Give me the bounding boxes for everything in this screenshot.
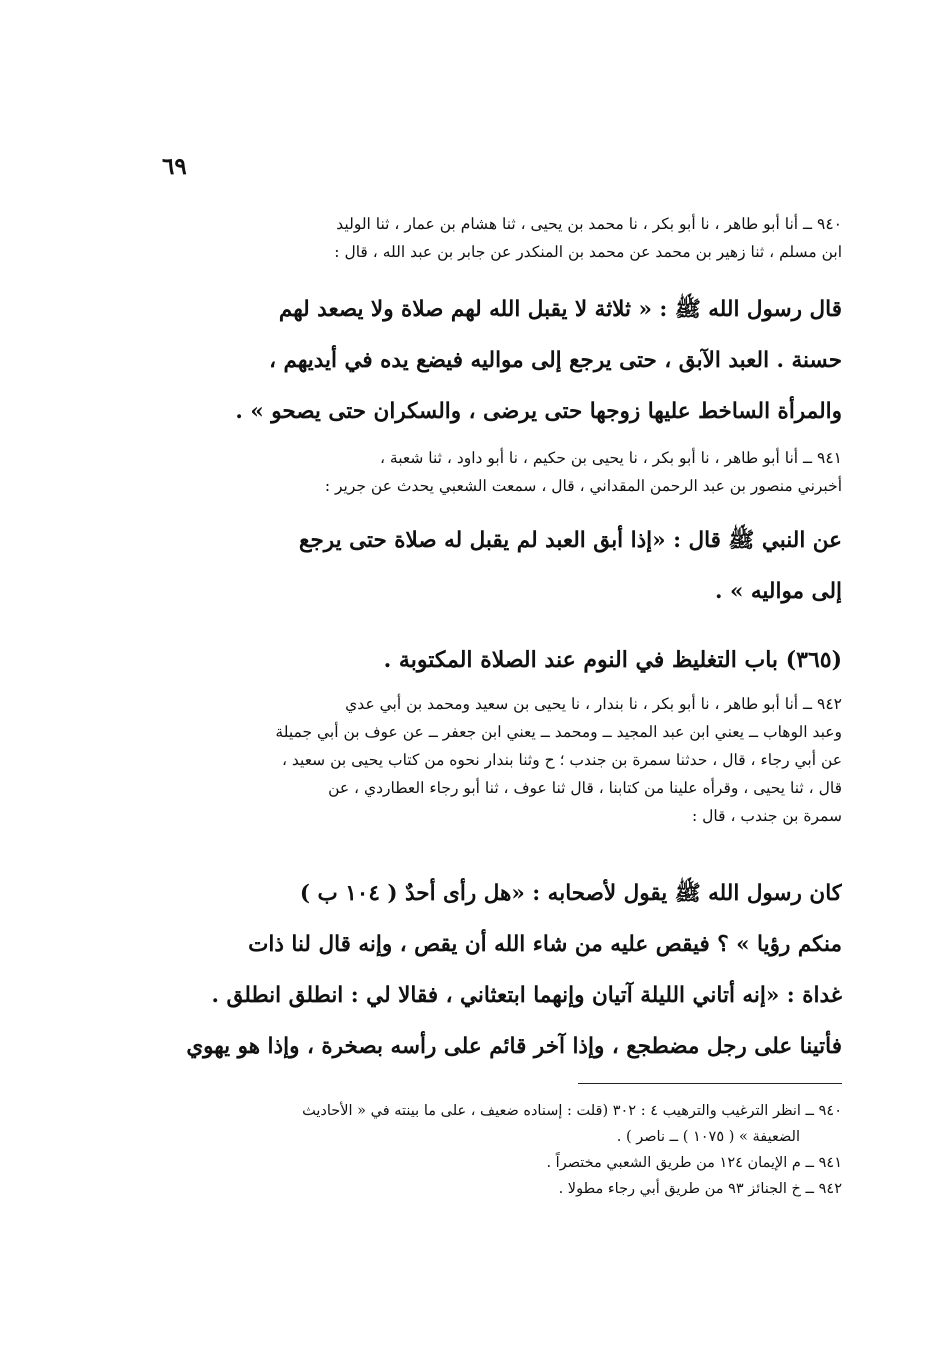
page-number: ٦٩ — [162, 153, 187, 180]
text-line: عن أبي رجاء ، قال ، حدثنا سمرة بن جندب ؛ ح وثنا بندار نحوه من كتاب يحيى بن سعيد ، — [281, 751, 842, 769]
text-line: فأتينا على رجل مضطجع ، وإذا آخر قائم على رأسه بصخرة ، وإذا هو يهوي — [186, 1034, 842, 1059]
text-line: سمرة بن جندب ، قال : — [692, 807, 842, 825]
footnote-line: ٩٤٠ ــ انظر الترغيب والترهيب ٤ : ٣٠٢ (قلت : إسناده ضعيف ، على ما بينته في « الأحاديث — [302, 1103, 842, 1119]
footnotes — [170, 1098, 842, 1202]
hadith-940-isnad — [170, 210, 842, 266]
text-line: حسنة . العبد الآبق ، حتى يرجع إلى مواليه فيضع يده في أيديهم ، — [269, 348, 842, 373]
hadith-942-isnad — [170, 690, 842, 830]
hadith-941-isnad — [170, 444, 842, 500]
hadith-941-matn — [170, 515, 842, 617]
text-line: قال ، ثنا يحيى ، وقرأه علينا من كتابنا ، قال ثنا عوف ، ثنا أبو رجاء العطاردي ، عن — [328, 779, 842, 797]
text-line: أخبرني منصور بن عبد الرحمن المقداني ، قال ، سمعت الشعبي يحدث عن جرير : — [324, 477, 842, 495]
footnote-line: ٩٤١ ــ م الإيمان ١٢٤ من طريق الشعبي مختصراً . — [546, 1155, 842, 1171]
text-line: ابن مسلم ، ثنا زهير بن محمد عن محمد بن المنكدر عن جابر بن عبد الله ، قال : — [334, 243, 842, 261]
hadith-940-matn — [170, 284, 842, 437]
footnote-separator — [578, 1083, 842, 1084]
chapter-heading — [170, 640, 842, 680]
text-line: ٩٤٠ ــ أنا أبو طاهر ، نا أبو بكر ، نا محمد بن يحيى ، ثنا هشام بن عمار ، ثنا الوليد — [336, 215, 842, 233]
footnote-line: الضعيفة » ( ١٠٧٥ ) ــ ناصر ) . — [616, 1129, 800, 1145]
text-line: كان رسول الله ﷺ يقول لأصحابه : «هل رأى أحدٌ ( ١٠٤ ب ) — [299, 881, 842, 906]
text-line: والمرأة الساخط عليها زوجها حتى يرضى ، والسكران حتى يصحو » . — [235, 399, 842, 424]
text-line: ٩٤١ ــ أنا أبو طاهر ، نا أبو بكر ، نا يحيى بن حكيم ، نا أبو داود ، ثنا شعبة ، — [379, 449, 842, 467]
text-line: عن النبي ﷺ قال : «إذا أبق العبد لم يقبل له صلاة حتى يرجع — [299, 528, 842, 553]
text-line: قال رسول الله ﷺ : « ثلاثة لا يقبل الله لهم صلاة ولا يصعد لهم — [278, 297, 842, 322]
chapter-heading-text: (٣٦٥) باب التغليظ في النوم عند الصلاة المكتوبة . — [383, 647, 842, 673]
text-line: ٩٤٢ ــ أنا أبو طاهر ، نا أبو بكر ، نا بندار ، نا يحيى بن سعيد ومحمد بن أبي عدي — [345, 695, 842, 713]
footnote-line: ٩٤٢ ــ خ الجنائز ٩٣ من طريق أبي رجاء مطولا . — [558, 1181, 842, 1197]
hadith-942-matn — [170, 868, 842, 1072]
text-line: إلى مواليه » . — [715, 579, 842, 604]
text-line: منكم رؤيا » ؟ فيقص عليه من شاء الله أن يقص ، وإنه قال لنا ذات — [248, 932, 842, 957]
text-line: وعبد الوهاب ــ يعني ابن عبد المجيد ــ ومحمد ــ يعني ابن جعفر ــ عن عوف بن أبي جميلة — [275, 723, 842, 741]
text-line: غداة : «إنه أتاني الليلة آتيان وإنهما ابتعثاني ، فقالا لي : انطلق انطلق . — [211, 983, 842, 1008]
